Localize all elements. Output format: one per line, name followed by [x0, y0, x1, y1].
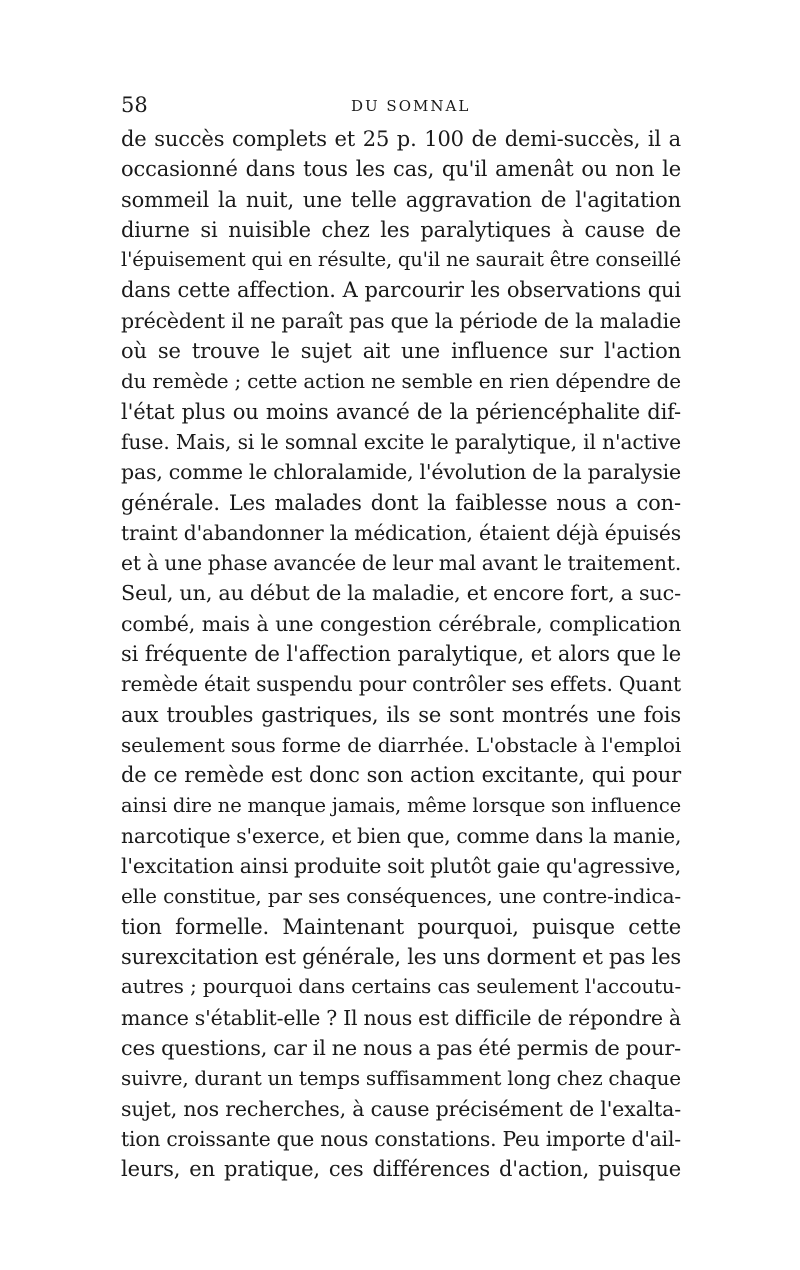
running-head [121, 92, 681, 118]
text-line: générale. Les malades dont la faiblesse nous a con- [121, 490, 681, 515]
text-line: ces questions, car il ne nous a pas été permis de pour- [121, 1035, 681, 1060]
text-line: elle constitue, par ses conséquences, une contre-indica- [121, 884, 681, 909]
text-line: tion formelle. Maintenant pourquoi, puisque cette [121, 914, 681, 939]
text-line: pas, comme le chloralamide, l'évolution de la paralysie [121, 460, 681, 485]
text-line: diurne si nuisible chez les paralytiques à cause de [121, 217, 681, 242]
text-line: l'excitation ainsi produite soit plutôt gaie qu'agressive, [121, 854, 682, 879]
text-line: fuse. Mais, si le somnal excite le paralytique, il n'active [121, 429, 681, 454]
text-line: combé, mais à une congestion cérébrale, complication [121, 611, 681, 636]
text-line: traint d'abandonner la médication, étaient déjà épuisés [121, 520, 681, 545]
text-line: remède était suspendu pour contrôler ses effets. Quant [121, 672, 681, 697]
text-line: aux troubles gastriques, ils se sont montrés une fois [121, 702, 681, 727]
text-line: précèdent il ne paraît pas que la période de la maladie [121, 308, 681, 333]
text-line: seulement sous forme de diarrhée. L'obstacle à l'emploi [121, 732, 681, 757]
page-number: 58 [121, 93, 148, 117]
text-line: autres ; pourquoi dans certains cas seulement l'accoutu- [121, 975, 681, 999]
running-title: DU SOMNAL [351, 97, 471, 115]
text-line: de ce remède est donc son action excitante, qui pour [121, 763, 681, 788]
text-line: tion croissante que nous constations. Peu importe d'ail- [121, 1126, 681, 1151]
text-line: de succès complets et 25 p. 100 de demi-succès, il a [121, 127, 681, 151]
text-line: narcotique s'exerce, et bien que, comme dans la manie, [121, 823, 682, 848]
text-line: sujet, nos recherches, à cause précisément de l'exalta- [121, 1096, 681, 1121]
text-line: sommeil la nuit, une telle aggravation de l'agitation [121, 187, 681, 212]
text-line: surexcitation est générale, les uns dorment et pas les [121, 945, 681, 970]
text-line: mance s'établit-elle ? Il nous est difficile de répondre à [121, 1005, 681, 1030]
text-line: suivre, durant un temps suffisamment long chez chaque [121, 1066, 681, 1091]
text-line: l'épuisement qui en résulte, qu'il ne saurait être conseillé [121, 248, 681, 272]
text-line: l'état plus ou moins avancé de la périencéphalite dif- [121, 399, 681, 424]
text-line: Seul, un, au début de la maladie, et encore fort, a suc- [121, 581, 681, 606]
text-line: où se trouve le sujet ait une influence sur l'action [121, 339, 681, 364]
text-line: dans cette affection. A parcourir les observations qui [121, 278, 681, 303]
body-text [121, 124, 681, 1184]
text-line: si fréquente de l'affection paralytique, et alors que le [121, 642, 681, 667]
text-line: du remède ; cette action ne semble en rien dépendre de [121, 369, 681, 394]
text-line: et à une phase avancée de leur mal avant le traitement. [121, 551, 682, 576]
text-line: occasionné dans tous les cas, qu'il amenât ou non le [121, 157, 681, 182]
text-line: ainsi dire ne manque jamais, même lorsque son influence [121, 793, 681, 817]
text-line: leurs, en pratique, ces différences d'action, puisque [121, 1157, 681, 1182]
